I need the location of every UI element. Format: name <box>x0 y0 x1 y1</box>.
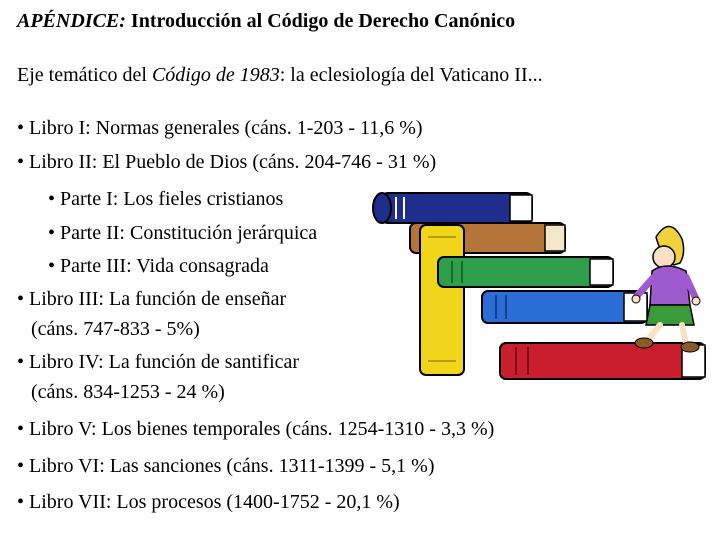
list-item <box>17 491 400 514</box>
list-item <box>48 222 317 245</box>
item-text: Libro V: Los bienes temporales (cáns. 1254-1310 - 3,3 %) <box>29 418 495 440</box>
list-item-continuation <box>31 381 225 404</box>
bullet: • <box>17 351 25 373</box>
item-text: (cáns. 834-1253 - 24 %) <box>31 381 225 403</box>
bullet: • <box>17 455 25 477</box>
bullet: • <box>48 255 56 277</box>
subtitle-italic: Código de 1983 <box>151 64 280 86</box>
climbing-figure <box>632 226 700 352</box>
item-text: (cáns. 747-833 - 5%) <box>31 318 200 340</box>
list-item <box>17 151 436 174</box>
slide-title <box>17 10 515 33</box>
list-item <box>17 351 299 374</box>
subtitle <box>17 64 543 87</box>
book-navy <box>373 193 532 223</box>
item-text: Libro VI: Las sanciones (cáns. 1311-1399 - 5,1 %) <box>29 455 435 477</box>
subtitle-after: : la eclesiología del Vaticano II... <box>279 64 543 86</box>
book-blue <box>482 291 647 323</box>
books-staircase-illustration <box>360 185 710 385</box>
list-item <box>48 188 283 211</box>
subtitle-before: Eje temático del <box>17 64 152 86</box>
list-item <box>17 288 286 311</box>
bullet: • <box>17 491 25 513</box>
list-item <box>17 418 494 441</box>
book-yellow <box>420 225 464 375</box>
item-text: Libro I: Normas generales (cáns. 1-203 - 11,6 %) <box>29 117 423 139</box>
bullet: • <box>17 151 25 173</box>
list-item <box>17 117 423 140</box>
title-lead: APÉNDICE: <box>17 10 126 32</box>
item-text: Libro II: El Pueblo de Dios (cáns. 204-746 - 31 %) <box>29 151 437 173</box>
bullet: • <box>17 117 25 139</box>
list-item <box>17 455 434 478</box>
item-text: Parte II: Constitución jerárquica <box>60 222 318 244</box>
book-red <box>500 343 705 379</box>
bullet: • <box>17 288 25 310</box>
item-text: Parte I: Los fieles cristianos <box>60 188 284 210</box>
list-item <box>48 255 269 278</box>
item-text: Libro III: La función de enseñar <box>29 288 287 310</box>
bullet: • <box>48 222 56 244</box>
item-text: Libro VII: Los procesos (1400-1752 - 20,1 %) <box>29 491 400 513</box>
book-green <box>438 257 613 287</box>
item-text: Parte III: Vida consagrada <box>60 255 269 277</box>
list-item-continuation <box>31 318 200 341</box>
bullet: • <box>17 418 25 440</box>
title-rest: Introducción al Código de Derecho Canónico <box>125 10 516 32</box>
bullet: • <box>48 188 56 210</box>
item-text: Libro IV: La función de santificar <box>29 351 300 373</box>
